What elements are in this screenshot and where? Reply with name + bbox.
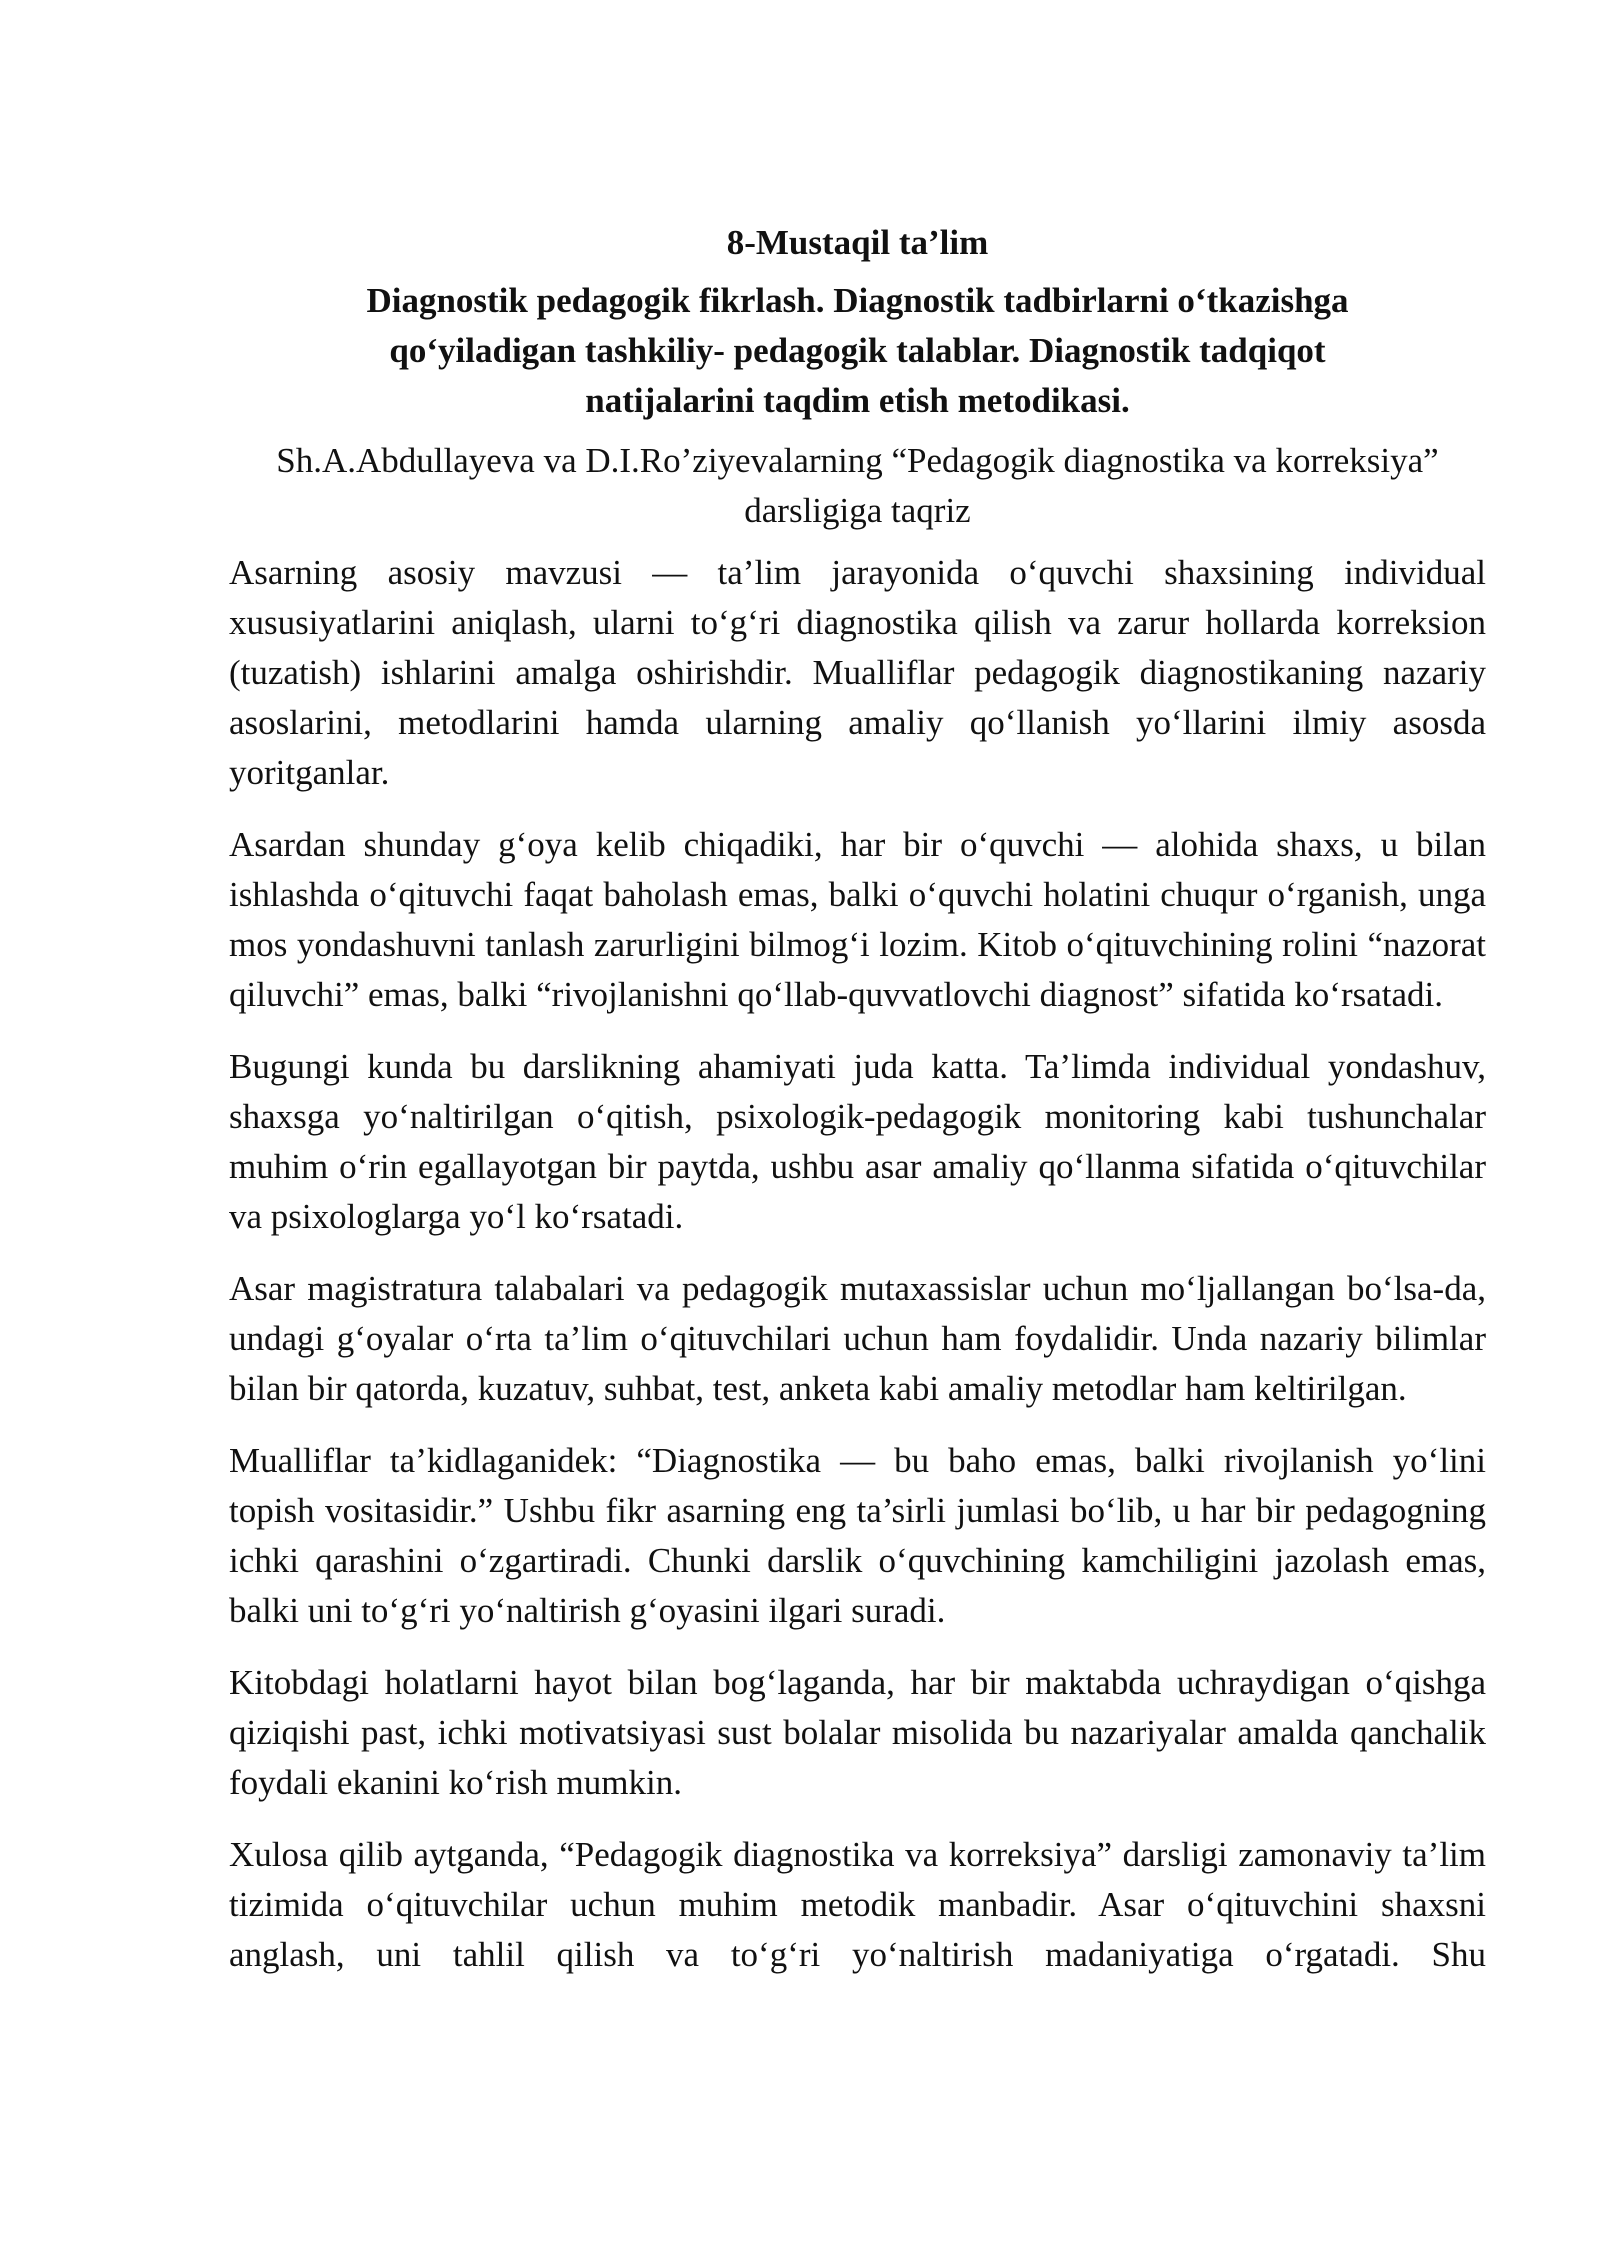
- page-subtitle: Diagnostik pedagogik fikrlash. Diagnostik tadbirlarni o‘tkazishga qo‘yiladigan tashkiliy- pedagogik talablar. Diagnostik tadqiqot natijalarini taqdim etish metodikasi.: [366, 281, 1349, 420]
- paragraph: Asardan shunday g‘oya kelib chiqadiki, har bir o‘quvchi — alohida shaxs, u bilan ishlashda o‘qituvchi faqat baholash emas, balki o‘quvchi holatini chuqur o‘rganish, unga mos yondashuvni tanlash zarurligini bilmog‘i lozim. Kitob o‘qituvchining rolini “nazorat qiluvchi” emas, balki “rivojlanishni qo‘llab-quvvatlovchi diagnost” sifatida ko‘rsatadi.: [229, 825, 1486, 1014]
- paragraph: Asar magistratura talabalari va pedagogik mutaxassislar uchun mo‘ljallangan bo‘lsa-da, undagi g‘oyalar o‘rta ta’lim o‘qituvchilari uchun ham foydalidir. Unda nazariy bilimlar bilan bir qatorda, kuzatuv, suhbat, test, anketa kabi amaliy metodlar ham keltirilgan.: [229, 1269, 1486, 1408]
- review-title: Sh.A.Abdullayeva va D.I.Ro’ziyevalarning “Pedagogik diagnostika va korreksiya” darsligiga taqriz: [276, 441, 1439, 530]
- document-body: [229, 218, 1486, 1980]
- paragraph: Xulosa qilib aytganda, “Pedagogik diagnostika va korreksiya” darsligi zamonaviy ta’lim tizimida o‘qituvchilar uchun muhim metodik manbadir. Asar o‘qituvchini shaxsni anglash, uni tahlil qilish va to‘g‘ri yo‘naltirish madaniyatiga o‘rgatadi. Shu: [229, 1835, 1486, 1974]
- paragraph: Asarning asosiy mavzusi — ta’lim jarayonida o‘quvchi shaxsining individual xususiyatlarini aniqlash, ularni to‘g‘ri diagnostika qilish va zarur hollarda korreksion (tuzatish) ishlarini amalga oshirishdir. Mualliflar pedagogik diagnostikaning nazariy asoslarini, metodlarini hamda ularning amaliy qo‘llanish yo‘llarini ilmiy asosda yoritganlar.: [229, 553, 1486, 792]
- paragraph: Kitobdagi holatlarni hayot bilan bog‘laganda, har bir maktabda uchraydigan o‘qishga qiziqishi past, ichki motivatsiyasi sust bolalar misolida bu nazariyalar amalda qanchalik foydali ekanini ko‘rish mumkin.: [229, 1663, 1486, 1802]
- paragraph: Mualliflar ta’kidlaganidek: “Diagnostika — bu baho emas, balki rivojlanish yo‘lini topish vositasidir.” Ushbu fikr asarning eng ta’sirli jumlasi bo‘lib, u har bir pedagogning ichki qarashini o‘zgartiradi. Chunki darslik o‘quvchining kamchiligini jazolash emas, balki uni to‘g‘ri yo‘naltirish g‘oyasini ilgari suradi.: [229, 1441, 1486, 1630]
- page-title: 8-Mustaqil ta’lim: [726, 223, 989, 262]
- paragraph: Bugungi kunda bu darslikning ahamiyati juda katta. Ta’limda individual yondashuv, shaxsga yo‘naltirilgan o‘qitish, psixologik-pedagogik monitoring kabi tushunchalar muhim o‘rin egallayotgan bir paytda, ushbu asar amaliy qo‘llanma sifatida o‘qituvchilar va psixologlarga yo‘l ko‘rsatadi.: [229, 1047, 1486, 1236]
